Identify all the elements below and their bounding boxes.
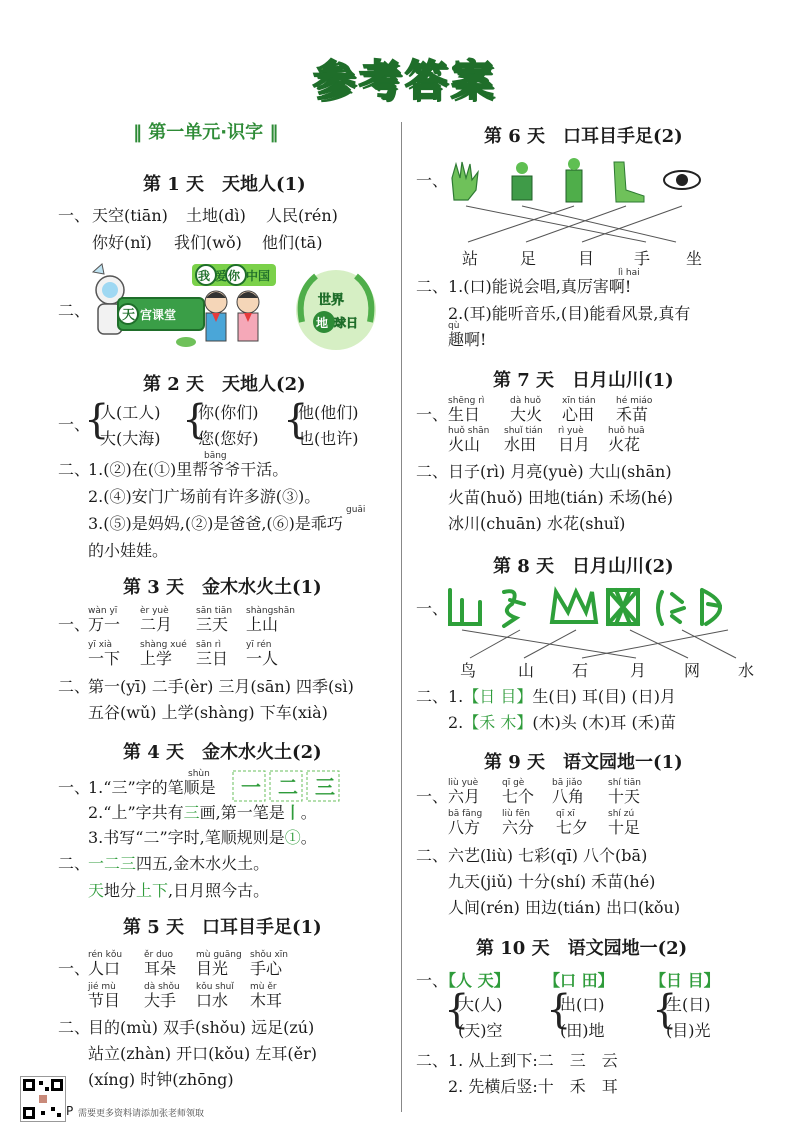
ill2-char: 中国 bbox=[246, 269, 271, 283]
mountain-pictograph-icon bbox=[552, 592, 596, 622]
d2-brace-item: 你(你们) bbox=[198, 403, 259, 422]
d1-word: 我们(wǒ) bbox=[174, 233, 242, 252]
d2-q1-label: 一、 bbox=[58, 415, 91, 434]
pinyin: liù fēn bbox=[502, 809, 530, 819]
d6-word: 站 bbox=[462, 249, 479, 268]
ill2-char: 我 bbox=[198, 269, 211, 283]
pinyin: ěr duo bbox=[144, 950, 174, 960]
d8-q1-label: 一、 bbox=[416, 599, 449, 618]
d2-brace-item: 人(工人) bbox=[100, 403, 161, 422]
pinyin: shēng rì bbox=[448, 396, 485, 406]
d6-line bbox=[448, 268, 640, 298]
d9-word bbox=[556, 809, 589, 839]
d3-word bbox=[196, 606, 233, 636]
d6-line bbox=[448, 321, 487, 351]
pinyin: èr yuè bbox=[140, 606, 169, 616]
word: 生日 bbox=[448, 405, 481, 424]
pinyin: mù ěr bbox=[250, 982, 277, 992]
text: 2. bbox=[448, 713, 464, 732]
d4-q2-label: 二、 bbox=[58, 854, 91, 873]
d7-word bbox=[448, 426, 490, 456]
d10-brace-item: 大(人) bbox=[458, 995, 503, 1014]
ill3-char: 地 bbox=[316, 316, 329, 330]
answer: 三 bbox=[183, 803, 200, 822]
ill1-first-char: 天 bbox=[122, 308, 136, 323]
day8-title: 第 8 天 日月山川(2) bbox=[493, 556, 674, 577]
d5-word bbox=[250, 982, 283, 1012]
brace-icon: { bbox=[84, 397, 110, 443]
d3-q2-label: 二、 bbox=[58, 677, 91, 696]
d6-word: 坐 bbox=[686, 249, 703, 268]
text: 四五,金木水火土。 bbox=[136, 854, 270, 873]
day3-title: 第 3 天 金木水火土(1) bbox=[123, 577, 322, 598]
d7-line: 火苗(huǒ) 田地(tián) 禾场(hé) bbox=[448, 488, 674, 507]
word: 人口 bbox=[88, 959, 121, 978]
word: 七夕 bbox=[556, 818, 589, 837]
pinyin: mù guāng bbox=[196, 950, 242, 960]
d8-line bbox=[448, 712, 676, 734]
pinyin: shuǐ tián bbox=[504, 426, 543, 436]
day9-title: 第 9 天 语文园地一(1) bbox=[484, 752, 683, 773]
word: 大火 bbox=[510, 405, 543, 424]
matching-lines bbox=[446, 628, 746, 660]
word: 一人 bbox=[246, 649, 279, 668]
pinyin: huǒ huā bbox=[608, 426, 645, 436]
net-pictograph-icon bbox=[608, 590, 638, 624]
d2-line-text: 3.(⑤)是妈妈,(②)是爸爸,(⑥)是乖巧 bbox=[88, 514, 343, 533]
d2-q2-label: 二、 bbox=[58, 460, 91, 479]
d9-line: 九天(jiǔ) 十分(shí) 禾苗(hé) bbox=[448, 872, 656, 891]
footer-note: 需要更多资料请添加张老师领取 bbox=[78, 1109, 205, 1119]
d3-word bbox=[140, 640, 187, 670]
pinyin: qī gè bbox=[502, 778, 525, 788]
text: 3.书写“二”字时,笔顺规则是 bbox=[88, 828, 285, 847]
answer: 天 bbox=[88, 881, 105, 900]
d6-line: 2.(耳)能听音乐,(目)能看风景,真有 bbox=[448, 304, 691, 323]
day5-title: 第 5 天 口耳目手足(1) bbox=[123, 917, 322, 938]
d7-word bbox=[558, 426, 591, 456]
d10-q2-label: 二、 bbox=[416, 1051, 449, 1070]
earth-day-illustration bbox=[286, 262, 386, 354]
pinyin: rén kǒu bbox=[88, 950, 123, 960]
text: 1. bbox=[448, 687, 464, 706]
d3-word bbox=[196, 640, 229, 670]
bird-pictograph-icon bbox=[504, 591, 524, 626]
stroke-step: 一 bbox=[241, 775, 261, 799]
d10-group-header: 【日 目】 bbox=[650, 971, 720, 990]
ill2-char: 你 bbox=[228, 269, 241, 283]
pinyin: qù bbox=[448, 321, 460, 331]
d4-line bbox=[88, 880, 269, 902]
word: 二月 bbox=[140, 615, 173, 634]
word: 火花 bbox=[608, 435, 641, 454]
pinyin: huǒ shān bbox=[448, 426, 490, 436]
answer: 上下 bbox=[136, 881, 169, 900]
pinyin: jié mù bbox=[88, 982, 116, 992]
text: (木)头 (木)耳 (禾)苗 bbox=[532, 713, 676, 732]
foot-icon bbox=[614, 162, 644, 202]
pinyin: bā fāng bbox=[448, 809, 483, 819]
d10-brace-item: 生(日) bbox=[666, 995, 711, 1014]
d5-word bbox=[196, 982, 234, 1012]
pinyin: bāng bbox=[204, 451, 227, 461]
pinyin: lì hai bbox=[618, 268, 640, 278]
d1-q2-label: 二、 bbox=[58, 301, 91, 320]
day10-title: 第 10 天 语文园地一(2) bbox=[476, 938, 688, 959]
body-parts-illustration bbox=[446, 156, 706, 206]
word: 节目 bbox=[88, 991, 121, 1010]
word: 八方 bbox=[448, 818, 481, 837]
page-title: 参考答案 bbox=[312, 56, 497, 105]
word: 上山 bbox=[246, 615, 279, 634]
word: 口水 bbox=[196, 991, 229, 1010]
word: 木耳 bbox=[250, 991, 283, 1010]
pinyin: guāi bbox=[346, 505, 366, 515]
d8-word: 网 bbox=[684, 661, 701, 680]
text: 地分 bbox=[104, 881, 137, 900]
d10-line: 2. 先横后竖:十 禾 耳 bbox=[448, 1077, 618, 1096]
d10-q1-label: 一、 bbox=[416, 971, 449, 990]
d10-line: 1. 从上到下:二 三 云 bbox=[448, 1051, 618, 1070]
word: 六分 bbox=[502, 818, 535, 837]
d7-word bbox=[504, 426, 543, 456]
day6-title: 第 6 天 口耳目手足(2) bbox=[484, 126, 683, 147]
matching-lines bbox=[446, 204, 706, 248]
pinyin: sān rì bbox=[196, 640, 221, 650]
standing-icon bbox=[566, 170, 582, 202]
word: 七个 bbox=[502, 787, 535, 806]
d5-word bbox=[144, 982, 180, 1012]
d7-line: 日子(rì) 月亮(yuè) 大山(shān) bbox=[448, 462, 672, 481]
pinyin: wàn yī bbox=[88, 606, 118, 616]
pinyin: kǒu shuǐ bbox=[196, 982, 234, 992]
word: 大手 bbox=[144, 991, 177, 1010]
pinyin: xīn tián bbox=[562, 396, 596, 406]
pinyin: shí zú bbox=[608, 809, 635, 819]
word: 三天 bbox=[196, 615, 229, 634]
d4-line bbox=[88, 802, 317, 824]
d6-word: 手 bbox=[634, 249, 651, 268]
stroke-step: 三 bbox=[315, 775, 335, 799]
pinyin: liù yuè bbox=[448, 778, 479, 788]
d8-word: 山 bbox=[518, 661, 535, 680]
d4-line-text: 1.“三”字的笔顺是 bbox=[88, 778, 216, 797]
d8-word: 石 bbox=[572, 661, 589, 680]
day4-title: 第 4 天 金木水火土(2) bbox=[123, 742, 322, 763]
d3-q1-label: 一、 bbox=[58, 615, 91, 634]
pinyin: yī xià bbox=[88, 640, 113, 650]
answer: 一二三 bbox=[88, 854, 137, 873]
word: 三日 bbox=[196, 649, 229, 668]
brace-icon: { bbox=[182, 397, 208, 443]
word: 一下 bbox=[88, 649, 121, 668]
d5-line: 站立(zhàn) 开口(kǒu) 左耳(ěr) bbox=[88, 1044, 317, 1063]
pinyin: shùn bbox=[188, 769, 210, 779]
answer: 【禾 木】 bbox=[463, 713, 533, 732]
d3-word bbox=[246, 606, 295, 636]
d4-q1-label: 一、 bbox=[58, 778, 91, 797]
d9-line: 人间(rén) 田边(tián) 出口(kǒu) bbox=[448, 898, 681, 917]
d7-line: 冰川(chuān) 水花(shuǐ) bbox=[448, 514, 626, 533]
d1-word: 土地(dì) bbox=[186, 206, 246, 225]
d2-brace-item: 您(您好) bbox=[198, 429, 259, 448]
pinyin: shàng xué bbox=[140, 640, 187, 650]
d2-brace-item: 也(也许) bbox=[298, 429, 359, 448]
word: 目光 bbox=[196, 959, 229, 978]
d4-line bbox=[88, 827, 317, 849]
d2-line-text: 1.(②)在(①)里帮爷爷干活。 bbox=[88, 460, 289, 479]
brace-icon: { bbox=[546, 987, 572, 1033]
day1-title: 第 1 天 天地人(1) bbox=[143, 174, 306, 195]
word: 十天 bbox=[608, 787, 641, 806]
pinyin: rì yuè bbox=[558, 426, 584, 436]
d5-q1-label: 一、 bbox=[58, 959, 91, 978]
d3-word bbox=[140, 606, 173, 636]
d10-brace-item: (天)空 bbox=[458, 1021, 503, 1040]
d10-group-header: 【人 天】 bbox=[440, 971, 510, 990]
d10-brace-item: (田)地 bbox=[560, 1021, 605, 1040]
hand-icon bbox=[452, 162, 478, 200]
pinyin: dà shǒu bbox=[144, 982, 180, 992]
d5-line: (xíng) 时钟(zhōng) bbox=[88, 1070, 234, 1089]
word: 禾苗 bbox=[616, 405, 649, 424]
ill3-rest: 球日 bbox=[334, 316, 359, 330]
pinyin: hé miáo bbox=[616, 396, 653, 406]
d2-line bbox=[88, 505, 366, 535]
text: 。 bbox=[300, 803, 317, 822]
sun-pictograph-icon bbox=[450, 590, 480, 624]
column-divider bbox=[401, 122, 402, 1112]
text: 画,第一笔是 bbox=[199, 803, 285, 822]
d8-word: 月 bbox=[630, 661, 647, 680]
d9-line: 六艺(liù) 七彩(qī) 八个(bā) bbox=[448, 846, 648, 865]
answer: 丨 bbox=[284, 803, 301, 822]
word: 耳朵 bbox=[144, 959, 177, 978]
d1-q1-label: 一、 bbox=[58, 206, 91, 225]
d9-word bbox=[608, 809, 641, 839]
d6-word: 足 bbox=[520, 249, 537, 268]
d6-q2-label: 二、 bbox=[416, 277, 449, 296]
ill3-top: 世界 bbox=[318, 293, 345, 308]
d9-word bbox=[448, 809, 483, 839]
answer: ① bbox=[284, 828, 301, 847]
d8-word: 水 bbox=[738, 661, 755, 680]
d2-line: 2.(④)安门广场前有许多游(③)。 bbox=[88, 487, 321, 506]
d5-line: 目的(mù) 双手(shǒu) 远足(zú) bbox=[88, 1018, 315, 1037]
children-china-illustration bbox=[184, 258, 284, 350]
answer: 【日 目】 bbox=[463, 687, 533, 706]
day7-title: 第 7 天 日月山川(1) bbox=[493, 370, 674, 391]
d6-line-text: 趣啊! bbox=[448, 330, 487, 349]
d1-word: 天空(tiān) bbox=[92, 206, 168, 225]
pinyin: bā jiǎo bbox=[552, 778, 583, 788]
pinyin: shí tiān bbox=[608, 778, 642, 788]
pictograph-row bbox=[440, 582, 740, 632]
d9-word bbox=[502, 809, 535, 839]
text: 。 bbox=[300, 828, 317, 847]
d10-brace-item: (目)光 bbox=[666, 1021, 711, 1040]
d7-q2-label: 二、 bbox=[416, 462, 449, 481]
moon-pictograph-icon bbox=[702, 590, 720, 624]
word: 火山 bbox=[448, 435, 481, 454]
d3-word bbox=[246, 640, 279, 670]
page-number: P bbox=[66, 1104, 74, 1118]
d2-line bbox=[88, 451, 289, 481]
d3-line: 五谷(wǔ) 上学(shàng) 下车(xià) bbox=[88, 703, 328, 722]
text: 2.“上”字共有 bbox=[88, 803, 184, 822]
d7-q1-label: 一、 bbox=[416, 405, 449, 424]
word: 手心 bbox=[250, 959, 283, 978]
d9-q2-label: 二、 bbox=[416, 846, 449, 865]
qr-code bbox=[20, 1076, 66, 1122]
word: 八角 bbox=[552, 787, 585, 806]
brace-icon: { bbox=[444, 987, 470, 1033]
word: 水田 bbox=[504, 435, 537, 454]
d9-q1-label: 一、 bbox=[416, 787, 449, 806]
ill2-char: 爱 bbox=[215, 269, 228, 283]
text: ,日月照今古。 bbox=[168, 881, 270, 900]
brace-icon: { bbox=[283, 397, 309, 443]
word: 十足 bbox=[608, 818, 641, 837]
d5-q2-label: 二、 bbox=[58, 1018, 91, 1037]
sitting-icon bbox=[512, 176, 532, 200]
pinyin: shàngshān bbox=[246, 606, 295, 616]
d8-word: 鸟 bbox=[460, 661, 477, 680]
d10-brace-item: 出(口) bbox=[560, 995, 605, 1014]
pinyin: dà huǒ bbox=[510, 396, 542, 406]
d2-brace-item: 大(大海) bbox=[100, 429, 161, 448]
pinyin: yī rén bbox=[246, 640, 272, 650]
pinyin: sān tiān bbox=[196, 606, 233, 616]
stroke-step: 二 bbox=[278, 775, 298, 799]
word: 万一 bbox=[88, 615, 121, 634]
d6-q1-label: 一、 bbox=[416, 171, 449, 190]
d7-word bbox=[608, 426, 645, 456]
word: 日月 bbox=[558, 435, 591, 454]
word: 心田 bbox=[562, 405, 595, 424]
d1-word: 人民(rén) bbox=[266, 206, 338, 225]
unit-title: ‖ 第一单元·识字 ‖ bbox=[133, 122, 279, 143]
d8-line bbox=[448, 686, 676, 708]
ill1-rest: 宫课堂 bbox=[140, 308, 177, 322]
d3-word bbox=[88, 606, 121, 636]
pinyin: shǒu xīn bbox=[250, 950, 288, 960]
d8-q2-label: 二、 bbox=[416, 687, 449, 706]
word: 六月 bbox=[448, 787, 481, 806]
brace-icon: { bbox=[652, 987, 678, 1033]
d3-word bbox=[88, 640, 121, 670]
d4-line bbox=[88, 769, 216, 799]
d10-group-header: 【口 田】 bbox=[544, 971, 614, 990]
d5-word bbox=[88, 982, 121, 1012]
d1-word: 他们(tā) bbox=[262, 233, 323, 252]
text: 生(日) 耳(目) (日)月 bbox=[532, 687, 676, 706]
d2-line: 的小娃娃。 bbox=[88, 541, 169, 560]
d2-brace-item: 他(他们) bbox=[298, 403, 359, 422]
day2-title: 第 2 天 天地人(2) bbox=[143, 374, 306, 395]
d3-line: 第一(yī) 二手(èr) 三月(sān) 四季(sì) bbox=[88, 677, 354, 696]
d6-word: 目 bbox=[578, 249, 595, 268]
water-pictograph-icon bbox=[658, 592, 684, 624]
d6-line-text: 1.(口)能说会唱,真厉害啊! bbox=[448, 277, 632, 296]
d4-line bbox=[88, 853, 269, 875]
d1-word: 你好(nǐ) bbox=[92, 233, 152, 252]
pinyin: qī xī bbox=[556, 809, 575, 819]
word: 上学 bbox=[140, 649, 173, 668]
